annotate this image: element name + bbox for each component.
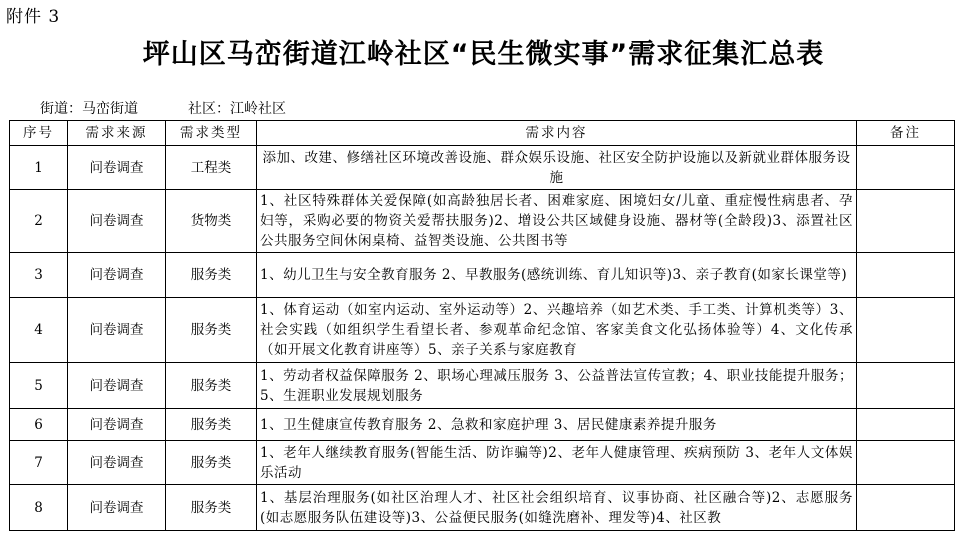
row-type: 服务类 xyxy=(166,253,257,298)
row-note xyxy=(857,190,955,253)
header-content: 需求内容 xyxy=(257,121,857,146)
header-source: 需求来源 xyxy=(68,121,166,146)
row-note xyxy=(857,298,955,363)
table-row xyxy=(10,190,955,253)
demand-table xyxy=(9,120,955,531)
row-no: 5 xyxy=(10,363,68,409)
community-label: 社区：江岭社区 xyxy=(188,101,286,117)
row-source: 问卷调查 xyxy=(68,190,166,253)
row-type: 服务类 xyxy=(166,441,257,485)
meta-line xyxy=(40,98,292,118)
row-note xyxy=(857,253,955,298)
row-no: 8 xyxy=(10,485,68,531)
row-source: 问卷调查 xyxy=(68,485,166,531)
row-content: 1、老年人继续教育服务(智能生活、防诈骗等)2、老年人健康管理、疾病预防 3、老年人文体娱乐活动 xyxy=(257,441,857,485)
table-row xyxy=(10,146,955,190)
row-no: 1 xyxy=(10,146,68,190)
row-type: 服务类 xyxy=(166,363,257,409)
row-content: 1、卫生健康宣传教育服务 2、急救和家庭护理 3、居民健康素养提升服务 xyxy=(257,409,857,441)
row-note xyxy=(857,441,955,485)
street-label: 街道：马峦街道 xyxy=(40,101,138,117)
row-no: 4 xyxy=(10,298,68,363)
row-no: 6 xyxy=(10,409,68,441)
table-header-row xyxy=(10,121,955,146)
row-type: 服务类 xyxy=(166,409,257,441)
row-source: 问卷调查 xyxy=(68,409,166,441)
row-content: 1、幼儿卫生与安全教育服务 2、早教服务(感统训练、育儿知识等)3、亲子教育(如家长课堂等) xyxy=(257,253,857,298)
row-content: 添加、改建、修缮社区环境改善设施、群众娱乐设施、社区安全防护设施以及新就业群体服务设施 xyxy=(257,146,857,190)
row-note xyxy=(857,146,955,190)
row-note xyxy=(857,409,955,441)
row-no: 2 xyxy=(10,190,68,253)
row-source: 问卷调查 xyxy=(68,253,166,298)
table-row xyxy=(10,441,955,485)
table-row xyxy=(10,253,955,298)
row-source: 问卷调查 xyxy=(68,441,166,485)
header-no: 序号 xyxy=(10,121,68,146)
header-type: 需求类型 xyxy=(166,121,257,146)
table-row xyxy=(10,363,955,409)
page-title: 坪山区马峦街道江岭社区“民生微实事”需求征集汇总表 xyxy=(142,39,825,70)
row-type: 工程类 xyxy=(166,146,257,190)
row-type: 货物类 xyxy=(166,190,257,253)
row-type: 服务类 xyxy=(166,485,257,531)
row-content: 1、基层治理服务(如社区治理人才、社区社会组织培育、议事协商、社区融合等)2、志愿服务(如志愿服务队伍建设等)3、公益便民服务(如缝洗磨补、理发等)4、社区教 xyxy=(257,485,857,531)
table-row xyxy=(10,409,955,441)
row-source: 问卷调查 xyxy=(68,298,166,363)
header-note: 备注 xyxy=(857,121,955,146)
row-no: 7 xyxy=(10,441,68,485)
row-type: 服务类 xyxy=(166,298,257,363)
row-source: 问卷调查 xyxy=(68,363,166,409)
attachment-label: 附件 3 xyxy=(6,7,61,27)
row-source: 问卷调查 xyxy=(68,146,166,190)
row-content: 1、劳动者权益保障服务 2、职场心理减压服务 3、公益普法宣传宣教；4、职业技能提升服务；5、生涯职业发展规划服务 xyxy=(257,363,857,409)
row-content: 1、体育运动（如室内运动、室外运动等）2、兴趣培养（如艺术类、手工类、计算机类等）3、社会实践（如组织学生看望长者、参观革命纪念馆、客家美食文化弘扬体验等）4、文化传承（如开展文化教育讲座等）5、亲子关系与家庭教育 xyxy=(257,298,857,363)
table-row xyxy=(10,485,955,531)
row-note xyxy=(857,485,955,531)
row-content: 1、社区特殊群体关爱保障(如高龄独居长者、困难家庭、困境妇女/儿童、重症慢性病患者、孕妇等，采购必要的物资关爱帮扶服务)2、增设公共区域健身设施、器材等(全龄段)3、添置社区公共服务空间休闲桌椅、益智类设施、公共图书等 xyxy=(257,190,857,253)
row-note xyxy=(857,363,955,409)
table-row xyxy=(10,298,955,363)
row-no: 3 xyxy=(10,253,68,298)
